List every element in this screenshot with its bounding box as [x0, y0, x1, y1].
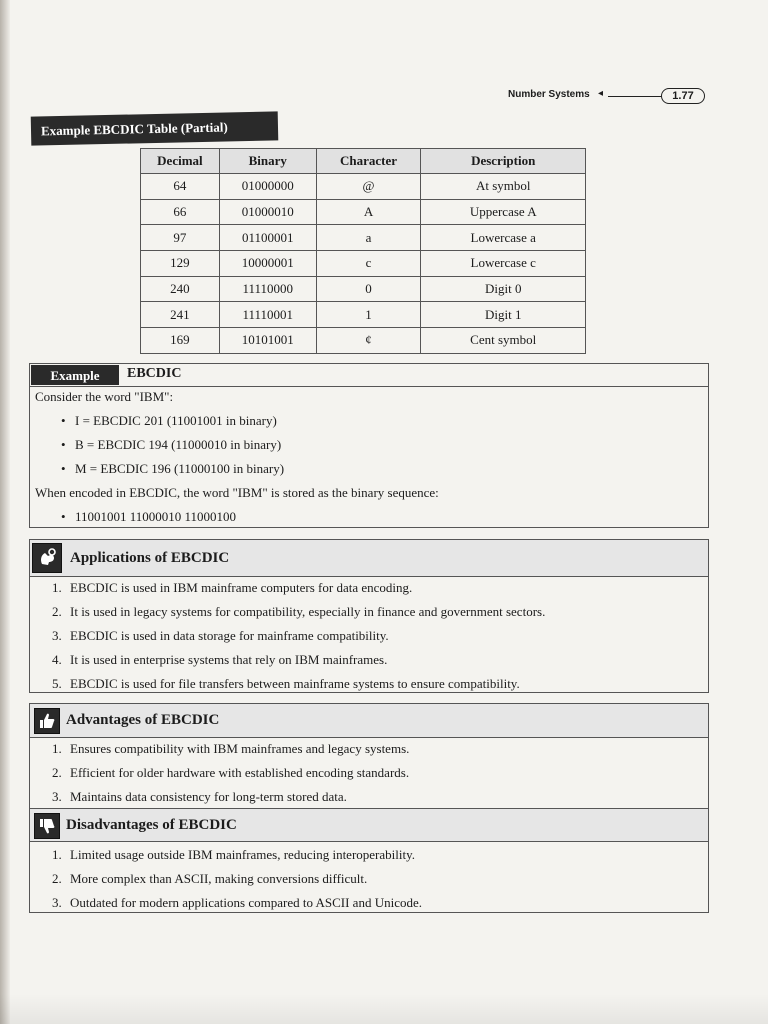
cell-decimal: 169 [141, 328, 220, 354]
disadvantages-header [30, 808, 708, 842]
list-item: 5. EBCDIC is used for file transfers between mainframe systems to ensure compatibility. [52, 676, 520, 691]
cell-character: a [316, 225, 421, 251]
ebcdic-table [140, 148, 586, 354]
list-item: 3. Outdated for modern applications compared to ASCII and Unicode. [52, 895, 422, 910]
cell-decimal: 97 [141, 225, 220, 251]
cell-character: 1 [316, 302, 421, 328]
list-item-text: More complex than ASCII, making conversions difficult. [70, 871, 368, 886]
list-item-text: It is used in legacy systems for compatibility, especially in finance and government sectors. [70, 604, 546, 619]
cell-decimal: 64 [141, 174, 220, 200]
example-topic: EBCDIC [127, 366, 182, 381]
list-item-text: It is used in enterprise systems that rely on IBM mainframes. [70, 652, 388, 667]
table-row [141, 225, 586, 251]
column-header-character: Character [316, 149, 421, 174]
list-item: 3. EBCDIC is used in data storage for mainframe compatibility. [52, 628, 389, 643]
disadvantages-title: Disadvantages of EBCDIC [66, 817, 237, 833]
page-number: 1.77 [661, 88, 705, 104]
table-row [141, 199, 586, 225]
example-bullet: • I = EBCDIC 201 (11001001 in binary) [75, 413, 277, 429]
example-bullet: • M = EBCDIC 196 (11000100 in binary) [75, 461, 284, 477]
cell-binary: 01000010 [219, 199, 316, 225]
cell-decimal: 129 [141, 251, 220, 277]
list-item: 2. Efficient for older hardware with established encoding standards. [52, 765, 410, 780]
example-tag: Example [31, 365, 119, 385]
column-header-description: Description [421, 149, 586, 174]
cell-character: c [316, 251, 421, 277]
chapter-title: Number Systems [508, 89, 590, 100]
example-sequence: • 11001001 11000010 11000100 [75, 509, 236, 525]
page-binding-edge [0, 0, 10, 1024]
list-item-text: Limited usage outside IBM mainframes, reducing interoperability. [70, 847, 416, 862]
example-intro: Consider the word "IBM": [35, 389, 174, 404]
thumbs-down-icon [34, 813, 60, 839]
cell-description: Lowercase a [421, 225, 586, 251]
cell-decimal: 240 [141, 276, 220, 302]
list-item-text: Maintains data consistency for long-term stored data. [70, 789, 347, 804]
column-header-binary: Binary [219, 149, 316, 174]
cell-character: A [316, 199, 421, 225]
cell-description: Uppercase A [421, 199, 586, 225]
table-row [141, 302, 586, 328]
cell-character: ¢ [316, 328, 421, 354]
thumbs-up-icon [34, 708, 60, 734]
cell-binary: 01100001 [219, 225, 316, 251]
list-item-text: Outdated for modern applications compared to ASCII and Unicode. [70, 895, 422, 910]
table-row [141, 276, 586, 302]
list-item: 2. It is used in legacy systems for compatibility, especially in finance and government sectors. [52, 604, 546, 619]
cell-decimal: 241 [141, 302, 220, 328]
cell-description: At symbol [421, 174, 586, 200]
running-header [508, 88, 708, 106]
list-item-text: EBCDIC is used for file transfers between mainframe systems to ensure compatibility. [70, 676, 520, 691]
cell-binary: 11110000 [219, 276, 316, 302]
cell-binary: 01000000 [219, 174, 316, 200]
cell-binary: 11110001 [219, 302, 316, 328]
page-bottom-shadow [0, 994, 768, 1024]
applications-header [30, 540, 708, 577]
list-item-text: Efficient for older hardware with established encoding standards. [70, 765, 410, 780]
table-title: Example EBCDIC Table (Partial) [31, 111, 279, 145]
applications-title: Applications of EBCDIC [70, 550, 230, 566]
cell-binary: 10101001 [219, 328, 316, 354]
table-row [141, 328, 586, 354]
cell-description: Lowercase c [421, 251, 586, 277]
table-header-row [141, 149, 586, 174]
example-bullet: • B = EBCDIC 194 (11000010 in binary) [75, 437, 281, 453]
list-item: 1. Limited usage outside IBM mainframes, reducing interoperability. [52, 847, 416, 862]
list-item: 2. More complex than ASCII, making conversions difficult. [52, 871, 368, 886]
cell-character: @ [316, 174, 421, 200]
cell-character: 0 [316, 276, 421, 302]
list-item: 3. Maintains data consistency for long-term stored data. [52, 789, 347, 804]
advantages-title: Advantages of EBCDIC [66, 712, 220, 728]
header-rule [608, 96, 664, 97]
list-item-text: Ensures compatibility with IBM mainframes and legacy systems. [70, 741, 410, 756]
example-conclusion: When encoded in EBCDIC, the word "IBM" is stored as the binary sequence: [35, 485, 439, 500]
list-item: 1. EBCDIC is used in IBM mainframe computers for data encoding. [52, 580, 413, 595]
cell-description: Cent symbol [421, 328, 586, 354]
list-item-text: EBCDIC is used in data storage for mainframe compatibility. [70, 628, 389, 643]
column-header-decimal: Decimal [141, 149, 220, 174]
table-row [141, 251, 586, 277]
list-item-text: EBCDIC is used in IBM mainframe computers for data encoding. [70, 580, 413, 595]
applications-section [29, 539, 709, 693]
cell-decimal: 66 [141, 199, 220, 225]
cell-binary: 10000001 [219, 251, 316, 277]
gear-hand-icon [32, 543, 62, 573]
list-item: 1. Ensures compatibility with IBM mainframes and legacy systems. [52, 741, 410, 756]
cell-description: Digit 1 [421, 302, 586, 328]
table-row [141, 174, 586, 200]
example-divider [30, 386, 708, 387]
arrow-left-icon: ◂ [598, 88, 604, 99]
example-box [29, 363, 709, 528]
cell-description: Digit 0 [421, 276, 586, 302]
advantages-header [30, 704, 708, 738]
list-item: 4. It is used in enterprise systems that rely on IBM mainframes. [52, 652, 388, 667]
advantages-disadvantages-section [29, 703, 709, 913]
